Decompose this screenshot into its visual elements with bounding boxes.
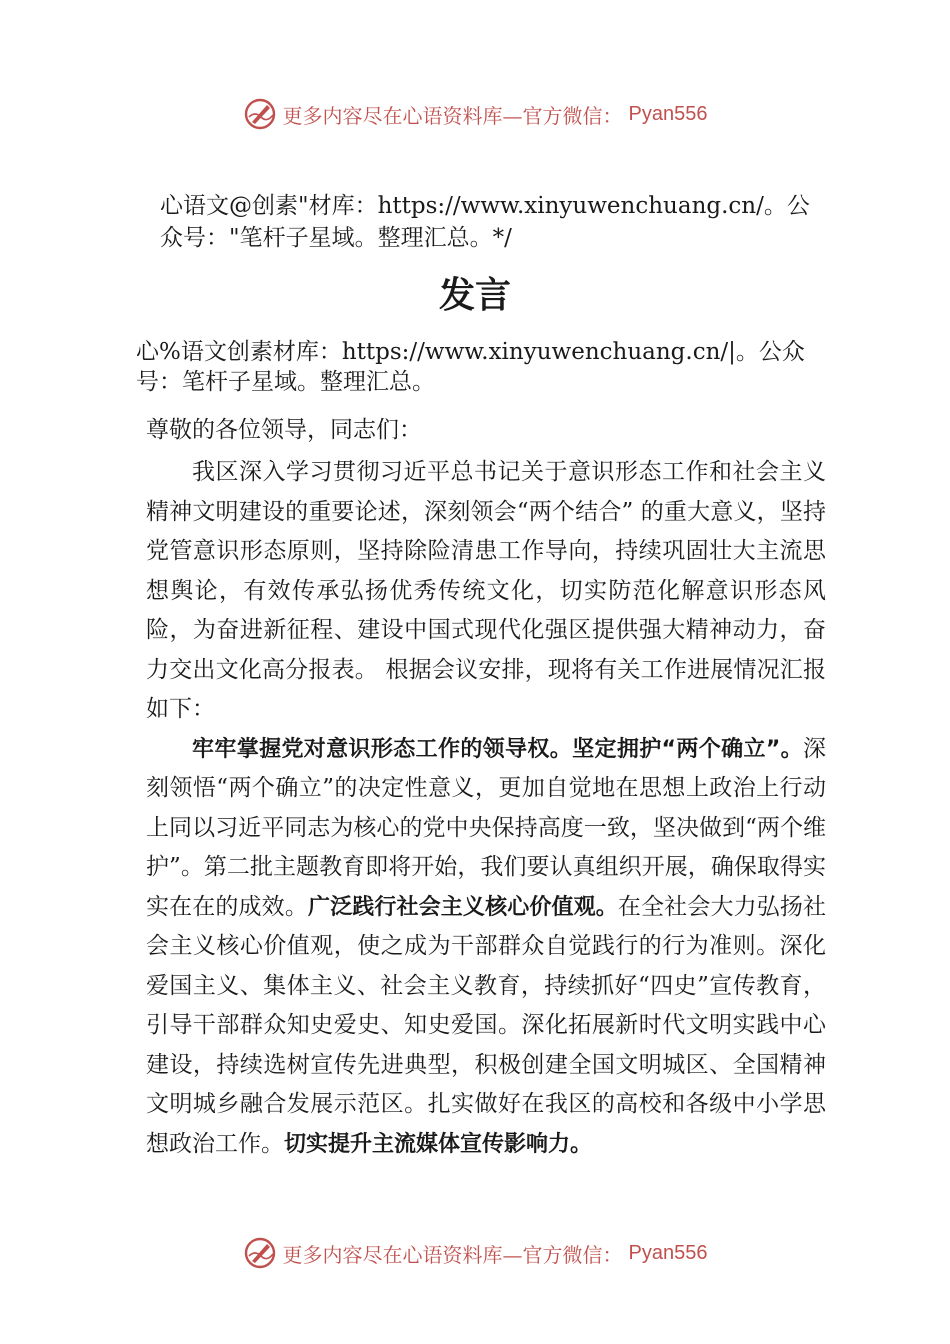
banner-wechat-id: Pyan556 (628, 1241, 708, 1264)
banner-wechat-id: Pyan556 (628, 102, 708, 125)
document-title: 发言 (438, 274, 511, 316)
footer-watermark-banner (0, 1235, 950, 1271)
speech-body (146, 453, 826, 1164)
pen-seal-icon (243, 1236, 277, 1270)
heading-leadership: 牢牢掌握党对意识形态工作的领导权。坚定拥护“两个确立”。 (192, 736, 803, 762)
heading-core-values: 广泛践行社会主义核心价值观。 (307, 894, 618, 920)
text-core-values: 在全社会大力弘扬社会主义核心价值观，使之成为干部群众自觉践行的行为准则。深化爱国主义、集体主义、社会主义教育，持续抓好“四史”宣传教育，引导干部群众知史爱史、知史爱国。深化拓展新时代文明实践中心建设，持续选树宣传先进典型，积极创建全国文明城区、全国精神文明城乡融合发展示范区。扎实做好在我区的高校和各级中小学思想政治工作。 (146, 893, 827, 1157)
header-watermark-banner (0, 96, 950, 132)
heading-media: 切实提升主流媒体宣传影响力。 (284, 1131, 593, 1157)
banner-text: 更多内容尽在心语资料库—官方微信： (282, 1242, 623, 1267)
paragraph-leadership (146, 730, 826, 1165)
paragraph-intro: 我区深入学习贯彻习近平总书记关于意识形态工作和社会主义精神文明建设的重要论述，深刻领会“两个结合” 的重大意义，坚持党管意识形态原则，坚持除险清患工作导向，持续巩固壮大主流思想舆论，有效传承弘扬优秀传统文化，切实防范化解意识形态风险，为奋进新征程、建设中国式现代化强区提供强大精神动力，奋力交出文化高分报表。 根据会议安排，现将有关工作进展情况汇报如下： (146, 459, 826, 722)
greeting: 尊敬的各位领导，同志们： (146, 417, 422, 443)
intro-source-note: 心语文@创素"材库：https://www.xinyuwenchuang.cn/。公众号："笔杆子星域。整理汇总。*/ (160, 193, 810, 251)
source-note: 心%语文创素材库：https://www.xinyuwenchuang.cn/|。公众号：笔杆子星域。整理汇总。 (136, 339, 805, 395)
text-leadership: 深刻领悟“两个确立”的决定性意义，更加自觉地在思想上政治上行动上同以习近平同志为核心的党中央保持高度一致，坚决做到“两个维护”。第二批主题教育即将开始，我们要认真组织开展，确保取得实实在在的成效。 (146, 735, 826, 920)
pen-seal-icon (243, 97, 277, 131)
banner-text: 更多内容尽在心语资料库—官方微信： (282, 103, 623, 128)
